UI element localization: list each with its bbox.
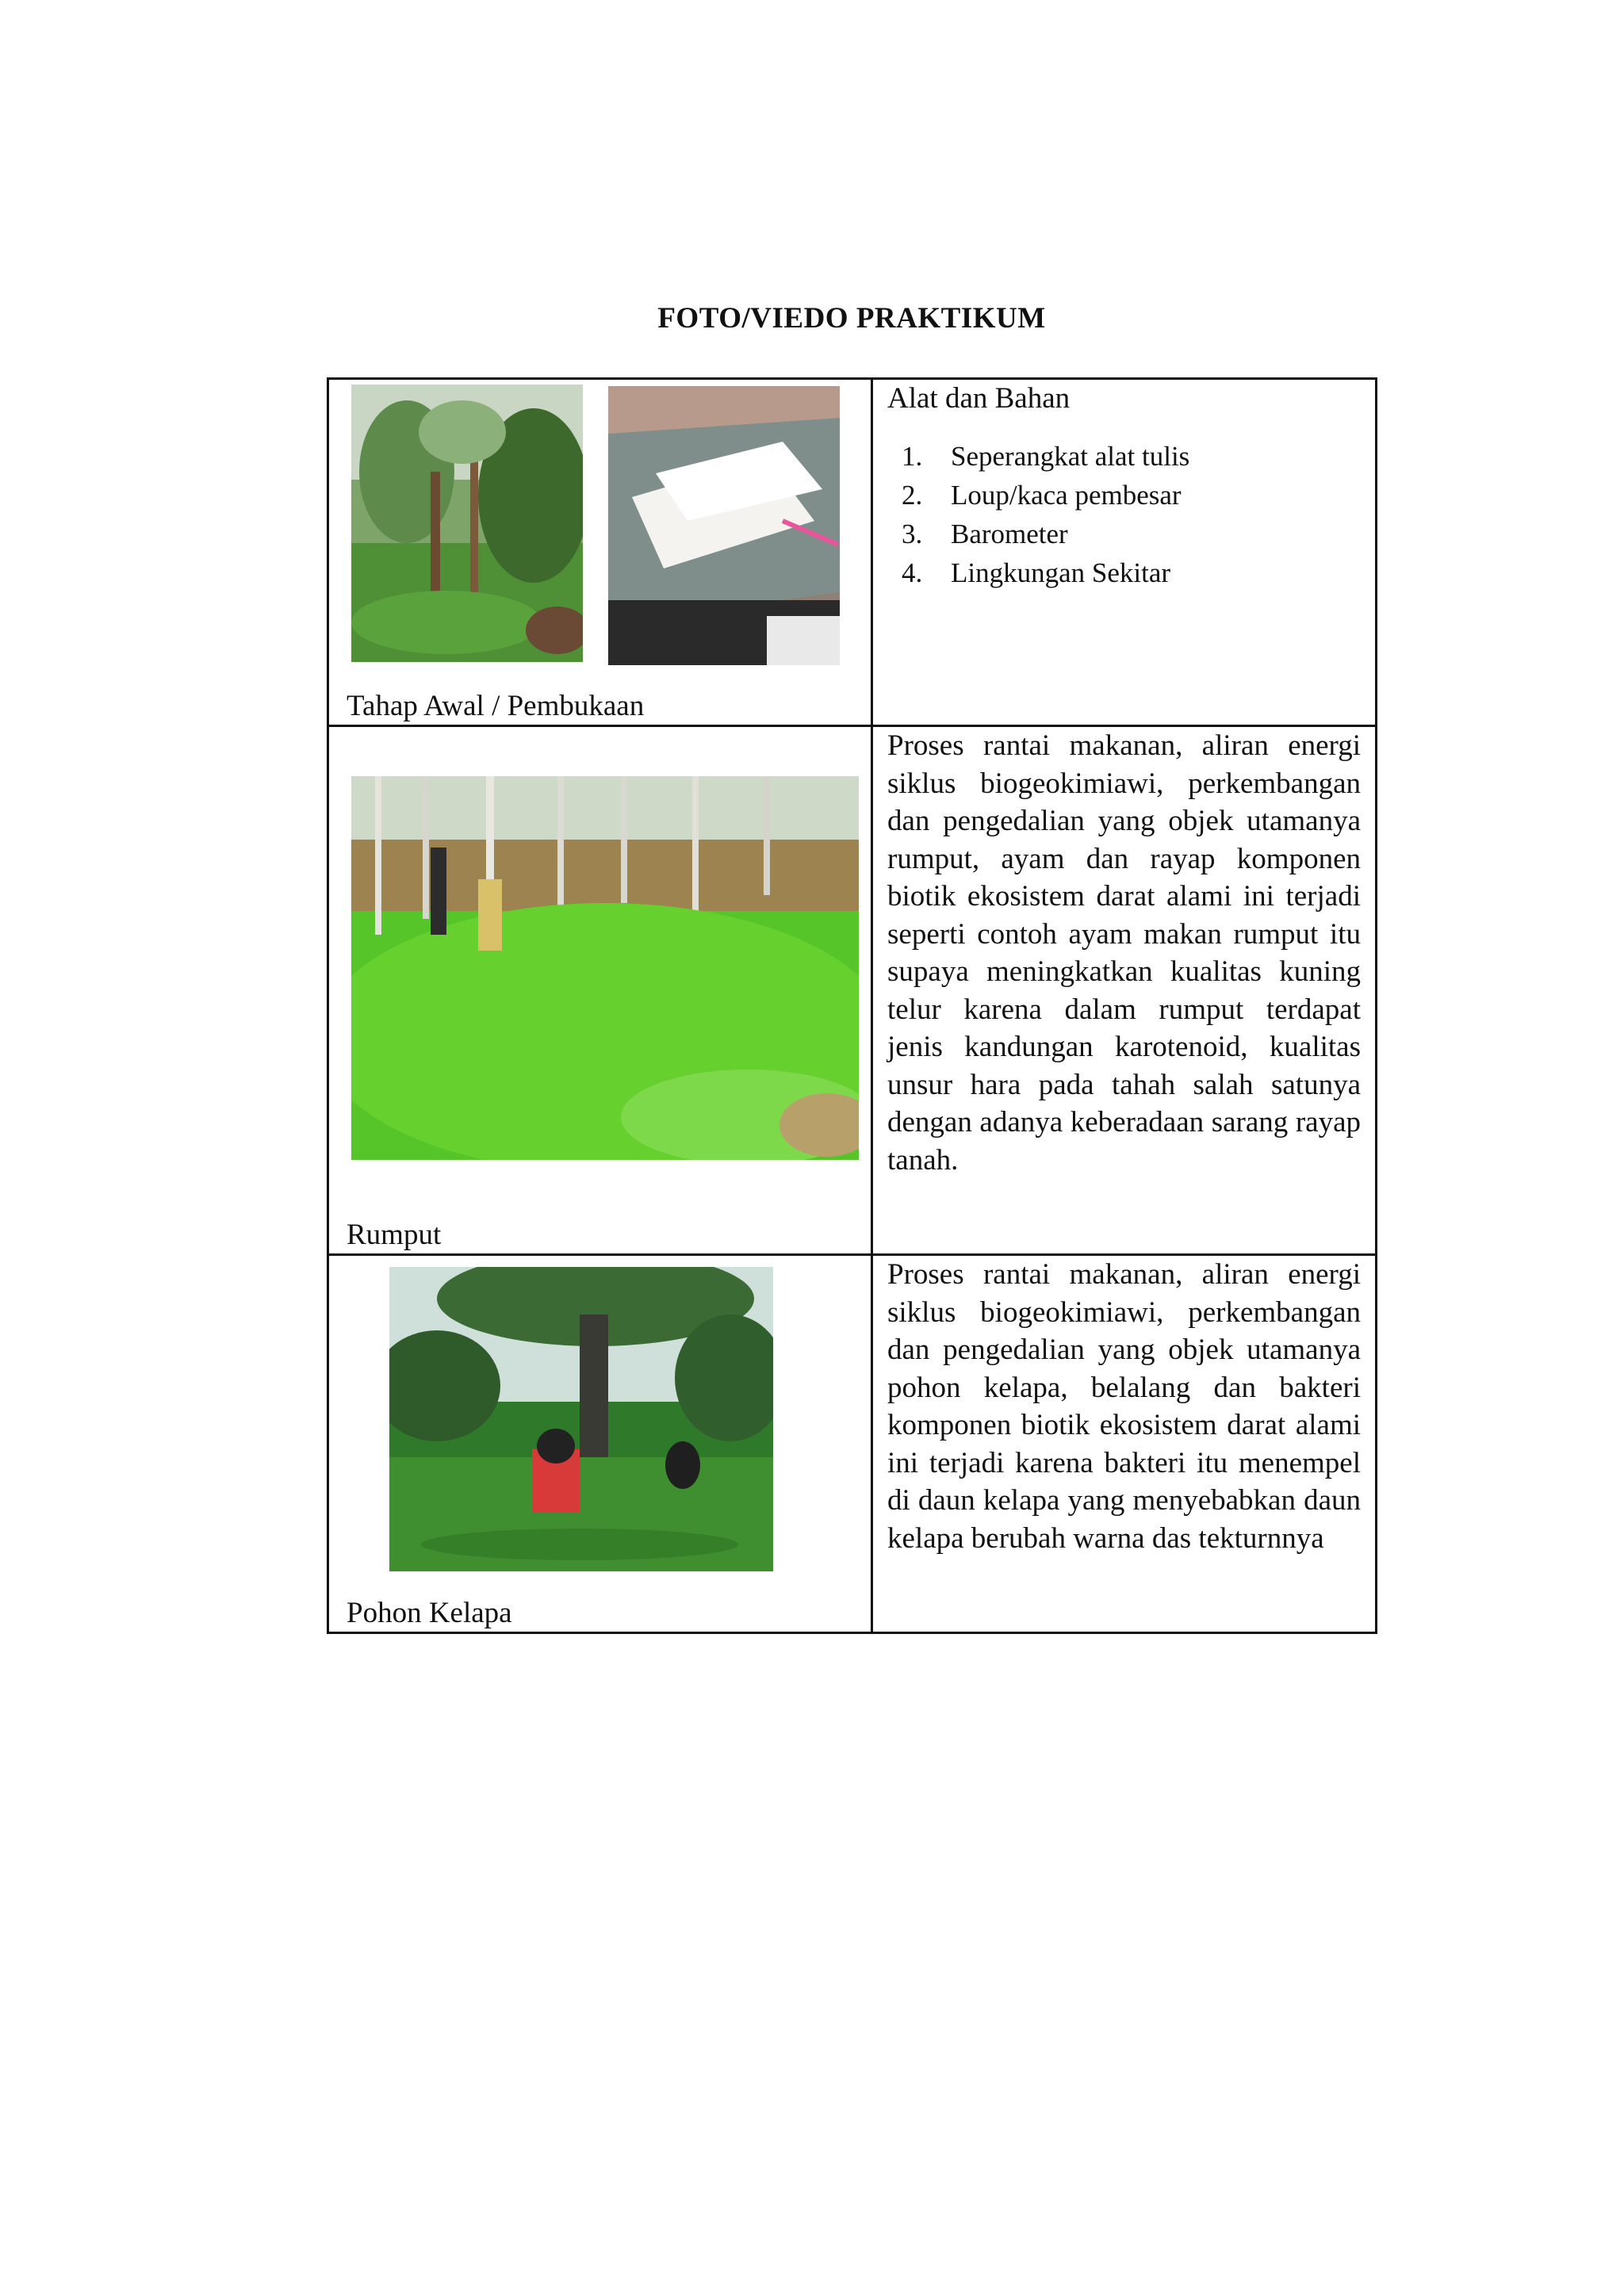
grass-field-photo [351, 776, 859, 1160]
list-item: 3. Barometer [902, 518, 1068, 549]
description-text: Proses rantai makanan, aliran energi siklus biogeokimiawi, perkembangan dan pengedalian yang objek utamanya pohon kelapa, belalang dan bakteri komponen biotik ekosistem darat alami ini terjadi karena bakteri itu menempel di daun kelapa yang menyebabkan daun kelapa berubah warna das tekturnnya [887, 1258, 1361, 1555]
notes-on-table-photo [608, 386, 840, 665]
text-cell [872, 1255, 1377, 1633]
practicum-table [327, 377, 1377, 1634]
photo-cell [328, 726, 872, 1255]
list-item: 1. Seperangkat alat tulis [902, 440, 1190, 472]
photo-cell [328, 379, 872, 726]
description-text: Proses rantai makanan, aliran energi siklus biogeokimiawi, perkembangan dan pengedalian yang objek utamanya rumput, ayam dan rayap komponen biotik ekosistem darat alami ini terjadi seperti contoh ayam makan rumput itu supaya meningkatkan kualitas kuning telur karena dalam rumput terdapat jenis kandungan karotenoid, kualitas unsur hara pada tahah salah satunya dengan adanya keberadaan sarang rayap tanah. [887, 729, 1361, 1177]
row-caption: Pohon Kelapa [347, 1597, 512, 1629]
list-item: 2. Loup/kaca pembesar [902, 479, 1182, 511]
row-caption: Tahap Awal / Pembukaan [347, 690, 645, 722]
photo-cell [328, 1255, 872, 1633]
coconut-tree-photo [389, 1267, 773, 1571]
text-cell [872, 726, 1377, 1255]
text-cell [872, 379, 1377, 726]
page-title: FOTO/VIEDO PRAKTIKUM [657, 302, 1046, 335]
materials-list [887, 437, 1361, 592]
table-row [328, 379, 1377, 726]
table-row [328, 1255, 1377, 1633]
materials-heading: Alat dan Bahan [887, 382, 1071, 415]
list-item: 4. Lingkungan Sekitar [902, 557, 1171, 588]
banana-garden-photo [351, 385, 583, 662]
table-row [328, 726, 1377, 1255]
row-caption: Rumput [347, 1219, 442, 1251]
